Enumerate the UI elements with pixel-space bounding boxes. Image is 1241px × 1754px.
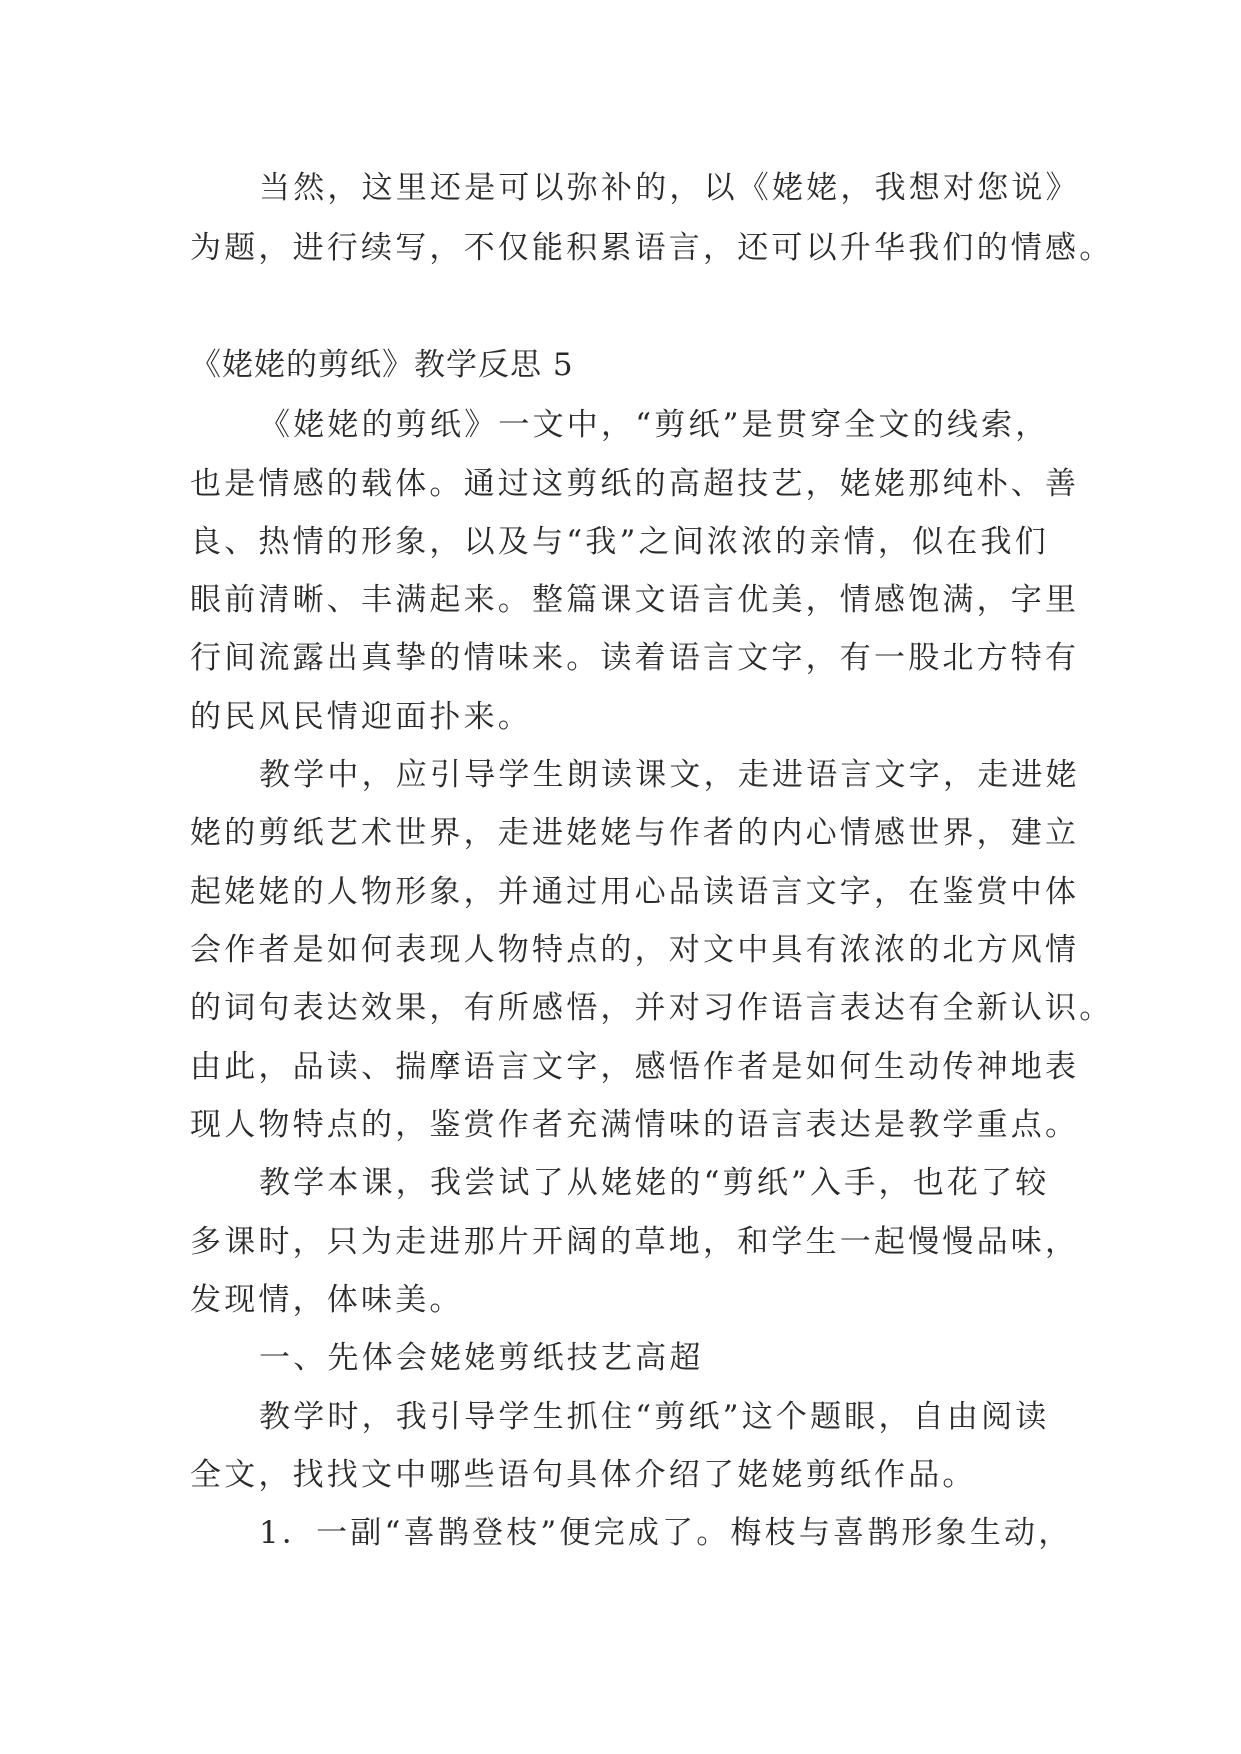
text-line: 教学中，应引导学生朗读课文，走进语言文字，走进姥 <box>259 757 1080 793</box>
text-line: 的词句表达效果，有所感悟，并对习作语言表达有全新认识。 <box>190 990 1114 1026</box>
text-line: 姥的剪纸艺术世界，走进姥姥与作者的内心情感世界，建立 <box>190 815 1080 851</box>
section-heading: 《姥姥的剪纸》教学反思 5 <box>190 347 574 383</box>
text-line: 发现情，体味美。 <box>190 1282 464 1318</box>
text-line: 良、热情的形象，以及与“我”之间浓浓的亲情，似在我们 <box>190 524 1049 560</box>
text-line: 的民风民情迎面扑来。 <box>190 699 532 735</box>
text-line: 也是情感的载体。通过这剪纸的高超技艺，姥姥那纯朴、善 <box>190 466 1080 502</box>
text-line: 多课时，只为走进那片开阔的草地，和学生一起慢慢品味， <box>190 1224 1080 1260</box>
text-line: 起姥姥的人物形象，并通过用心品读语言文字，在鉴赏中体 <box>190 874 1080 910</box>
text-line: 由此，品读、揣摩语言文字，感悟作者是如何生动传神地表 <box>190 1049 1080 1085</box>
text-line: 行间流露出真挚的情味来。读着语言文字，有一股北方特有 <box>190 640 1080 676</box>
text-line: 《姥姥的剪纸》一文中，“剪纸”是贯穿全文的线索， <box>259 407 1050 443</box>
subheading: 一、先体会姥姥剪纸技艺高超 <box>259 1340 704 1376</box>
text-line: 全文，找找文中哪些语句具体介绍了姥姥剪纸作品。 <box>190 1457 977 1493</box>
text-line: 当然，这里还是可以弥补的，以《姥姥，我想对您说》 <box>259 170 1080 206</box>
list-item: 1．一副“喜鹊登枝”便完成了。梅枝与喜鹊形象生动， <box>259 1515 1073 1551</box>
text-line: 教学时，我引导学生抓住“剪纸”这个题眼，自由阅读 <box>259 1399 1050 1435</box>
text-line: 眼前清晰、丰满起来。整篇课文语言优美，情感饱满，字里 <box>190 582 1080 618</box>
text-line: 现人物特点的，鉴赏作者充满情味的语言表达是教学重点。 <box>190 1107 1080 1143</box>
text-line: 会作者是如何表现人物特点的，对文中具有浓浓的北方风情 <box>190 932 1080 968</box>
text-line: 为题，进行续写，不仅能积累语言，还可以升华我们的情感。 <box>190 230 1114 266</box>
text-line: 教学本课，我尝试了从姥姥的“剪纸”入手，也花了较 <box>259 1165 1050 1201</box>
